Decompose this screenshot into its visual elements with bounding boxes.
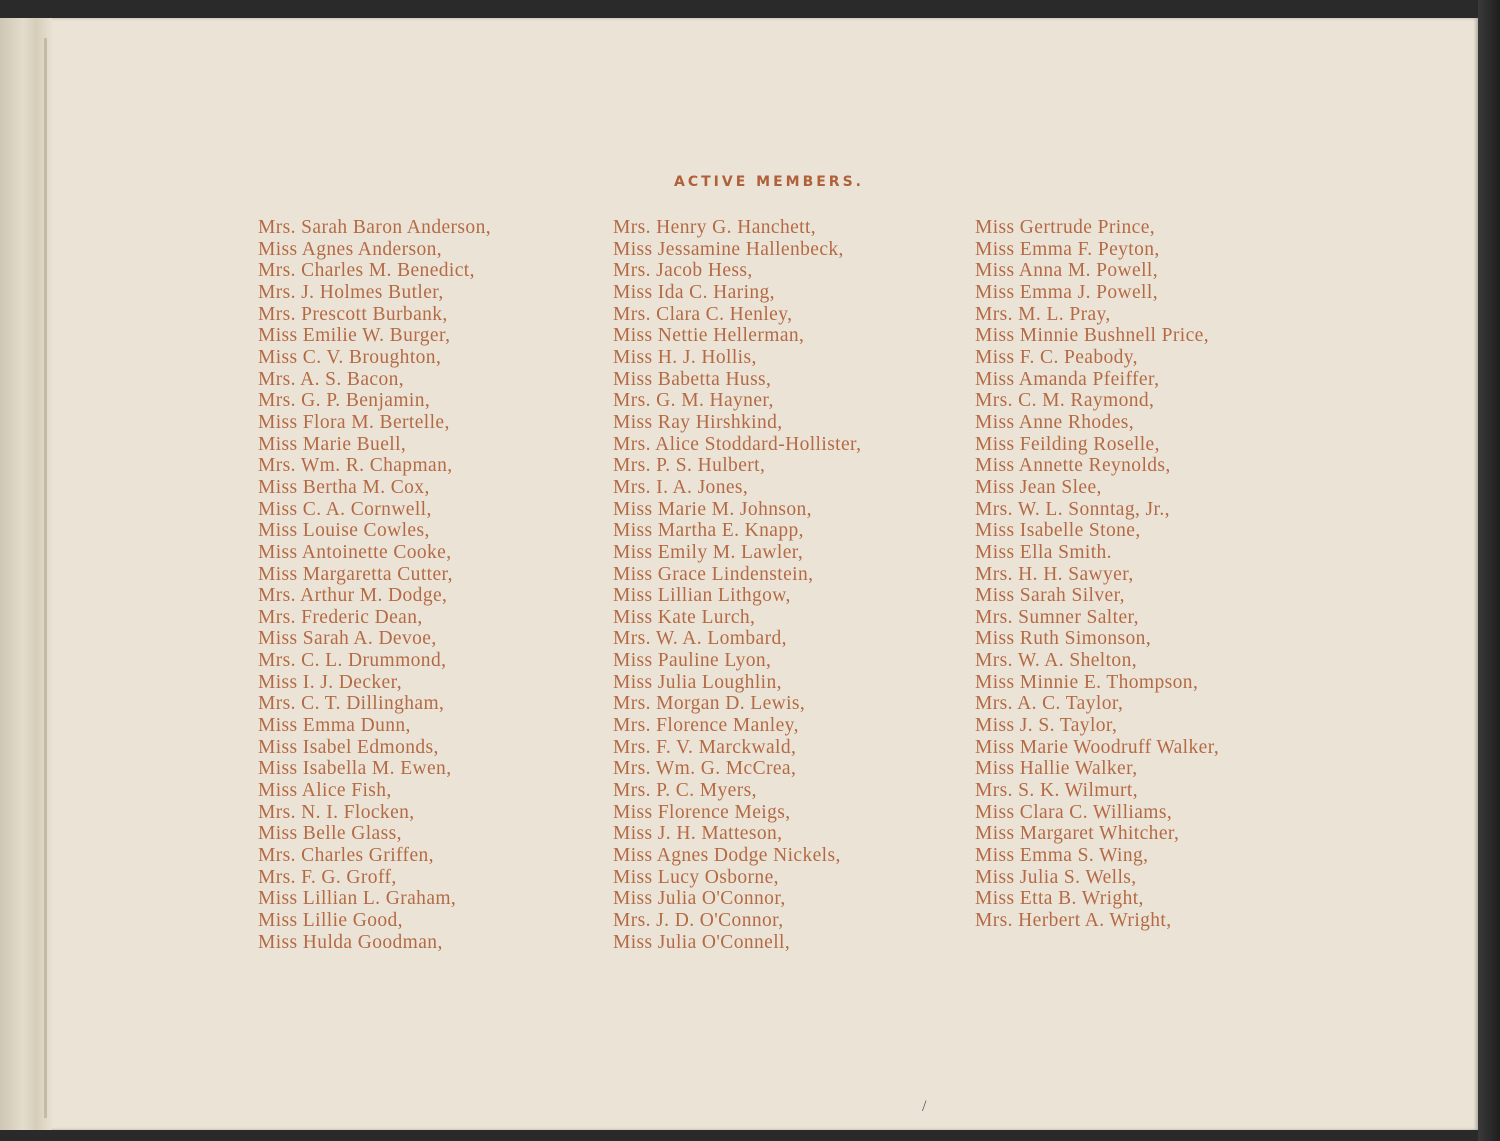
member-name: Mrs. F. V. Marckwald,	[613, 736, 797, 758]
member-name: Miss Agnes Anderson,	[258, 238, 443, 260]
member-name: Miss Gertrude Prince,	[975, 217, 1156, 238]
member-name: Miss Hulda Goodman,	[258, 931, 443, 953]
member-name: Mrs. M. L. Pray,	[975, 303, 1111, 325]
member-name: Miss Anne Rhodes,	[975, 411, 1135, 433]
member-name: Miss Jean Slee,	[975, 476, 1102, 498]
member-name: Miss Julia S. Wells,	[975, 866, 1137, 888]
member-name: Miss Etta B. Wright,	[975, 888, 1144, 910]
member-name: Mrs. Sumner Salter,	[975, 606, 1139, 628]
member-column-3	[975, 217, 1219, 932]
member-name: Miss Alice Fish,	[258, 780, 392, 802]
member-name: Miss Emma S. Wing,	[975, 845, 1149, 867]
member-name: Mrs. S. K. Wilmurt,	[975, 780, 1139, 802]
member-name: Miss Emily M. Lawler,	[613, 541, 804, 563]
member-name: Mrs. W. L. Sonntag, Jr.,	[975, 498, 1170, 520]
member-name: Miss Sarah A. Devoe,	[258, 628, 437, 650]
binding-crease	[44, 38, 47, 1118]
member-name: Miss F. C. Peabody,	[975, 346, 1138, 368]
member-name: Mrs. W. A. Lombard,	[613, 628, 787, 650]
member-name: Miss Ida C. Haring,	[613, 281, 775, 303]
scan-background-edge	[1478, 0, 1500, 1141]
member-name: Miss Martha E. Knapp,	[613, 520, 804, 542]
member-name: Miss Lucy Osborne,	[613, 866, 779, 888]
member-name: Mrs. Charles M. Benedict,	[258, 260, 475, 282]
member-name: Miss Emma Dunn,	[258, 715, 411, 737]
member-name: Miss Flora M. Bertelle,	[258, 411, 450, 433]
member-name: Miss Ray Hirshkind,	[613, 411, 783, 433]
member-name: Miss Julia O'Connor,	[613, 888, 786, 910]
member-name: Miss Babetta Huss,	[613, 368, 772, 390]
member-name: Mrs. G. M. Hayner,	[613, 390, 774, 412]
member-name: Mrs. Sarah Baron Anderson,	[258, 217, 491, 238]
member-name: Miss Emma F. Peyton,	[975, 238, 1160, 260]
member-name: Miss Nettie Hellerman,	[613, 325, 805, 347]
member-name: Mrs. A. S. Bacon,	[258, 368, 405, 390]
member-name: Miss Bertha M. Cox,	[258, 476, 430, 498]
member-name: Mrs. Prescott Burbank,	[258, 303, 448, 325]
member-name: Miss Isabelle Stone,	[975, 520, 1141, 542]
member-name: Miss Hallie Walker,	[975, 758, 1138, 780]
member-name: Miss Lillian Lithgow,	[613, 585, 791, 607]
member-name: Miss Emilie W. Burger,	[258, 325, 451, 347]
member-name: Mrs. W. A. Shelton,	[975, 650, 1138, 672]
member-name: Miss Ruth Simonson,	[975, 628, 1152, 650]
member-name: Mrs. N. I. Flocken,	[258, 801, 415, 823]
member-name: Miss Minnie Bushnell Price,	[975, 325, 1209, 347]
member-name: Miss Antoinette Cooke,	[258, 541, 452, 563]
member-name: Mrs. J. Holmes Butler,	[258, 281, 444, 303]
page-heading: ACTIVE MEMBERS.	[674, 174, 864, 190]
book-page	[0, 18, 1478, 1130]
member-name: Miss Margaret Whitcher,	[975, 823, 1180, 845]
member-name: Mrs. Herbert A. Wright,	[975, 910, 1172, 931]
member-name: Miss Isabel Edmonds,	[258, 736, 439, 758]
member-name: Miss Anna M. Powell,	[975, 260, 1158, 282]
member-name: Mrs. H. H. Sawyer,	[975, 563, 1134, 585]
member-name: Mrs. J. D. O'Connor,	[613, 910, 784, 931]
member-name: Miss Lillie Good,	[258, 910, 403, 931]
page-mark: /	[922, 1098, 927, 1115]
member-name: Mrs. F. G. Groff,	[258, 866, 397, 888]
member-name: Miss I. J. Decker,	[258, 671, 402, 693]
member-name: Miss Marie M. Johnson,	[613, 498, 812, 520]
member-name: Miss Louise Cowles,	[258, 520, 430, 542]
member-name: Miss Minnie E. Thompson,	[975, 671, 1199, 693]
member-name: Mrs. Wm. R. Chapman,	[258, 455, 453, 477]
member-name: Miss Sarah Silver,	[975, 585, 1125, 607]
member-name: Miss Agnes Dodge Nickels,	[613, 845, 841, 867]
member-name: Miss Clara C. Williams,	[975, 801, 1173, 823]
member-name: Miss Marie Buell,	[258, 433, 407, 455]
member-name: Mrs. Henry G. Hanchett,	[613, 217, 817, 238]
member-name: Mrs. Wm. G. McCrea,	[613, 758, 797, 780]
member-name: Miss Amanda Pfeiffer,	[975, 368, 1160, 390]
member-name: Mrs. I. A. Jones,	[613, 476, 749, 498]
member-name: Mrs. Arthur M. Dodge,	[258, 585, 448, 607]
member-name: Miss C. V. Broughton,	[258, 346, 442, 368]
member-name: Mrs. Frederic Dean,	[258, 606, 423, 628]
member-name: Mrs. A. C. Taylor,	[975, 693, 1124, 715]
member-name: Miss Margaretta Cutter,	[258, 563, 453, 585]
member-name: Miss Annette Reynolds,	[975, 455, 1171, 477]
member-column-2	[613, 217, 861, 953]
member-name: Mrs. P. C. Myers,	[613, 780, 757, 802]
member-name: Mrs. G. P. Benjamin,	[258, 390, 431, 412]
member-name: Miss H. J. Hollis,	[613, 346, 757, 368]
member-name: Miss J. S. Taylor,	[975, 715, 1118, 737]
member-name: Mrs. C. L. Drummond,	[258, 650, 447, 672]
member-name: Miss Belle Glass,	[258, 823, 402, 845]
member-name: Mrs. Charles Griffen,	[258, 845, 434, 867]
member-name: Miss Florence Meigs,	[613, 801, 791, 823]
member-name: Miss Lillian L. Graham,	[258, 888, 457, 910]
member-name: Miss Jessamine Hallenbeck,	[613, 238, 844, 260]
member-name: Mrs. P. S. Hulbert,	[613, 455, 766, 477]
member-name: Miss Feilding Roselle,	[975, 433, 1160, 455]
member-name: Miss C. A. Cornwell,	[258, 498, 432, 520]
member-name: Miss Ella Smith.	[975, 541, 1112, 563]
member-name: Mrs. Clara C. Henley,	[613, 303, 793, 325]
member-name: Miss Emma J. Powell,	[975, 281, 1158, 303]
member-name: Mrs. Jacob Hess,	[613, 260, 753, 282]
member-name: Miss Pauline Lyon,	[613, 650, 772, 672]
member-name: Miss J. H. Matteson,	[613, 823, 783, 845]
member-name: Mrs. C. T. Dillingham,	[258, 693, 445, 715]
member-name: Mrs. Morgan D. Lewis,	[613, 693, 806, 715]
member-name: Miss Isabella M. Ewen,	[258, 758, 452, 780]
member-name: Mrs. Alice Stoddard-Hollister,	[613, 433, 862, 455]
member-name: Mrs. C. M. Raymond,	[975, 390, 1155, 412]
member-name: Miss Kate Lurch,	[613, 606, 756, 628]
member-name: Miss Grace Lindenstein,	[613, 563, 814, 585]
member-name: Miss Julia O'Connell,	[613, 931, 791, 953]
member-name: Mrs. Florence Manley,	[613, 715, 799, 737]
member-name: Miss Julia Loughlin,	[613, 671, 782, 693]
member-column-1	[258, 217, 491, 953]
member-name: Miss Marie Woodruff Walker,	[975, 736, 1220, 758]
